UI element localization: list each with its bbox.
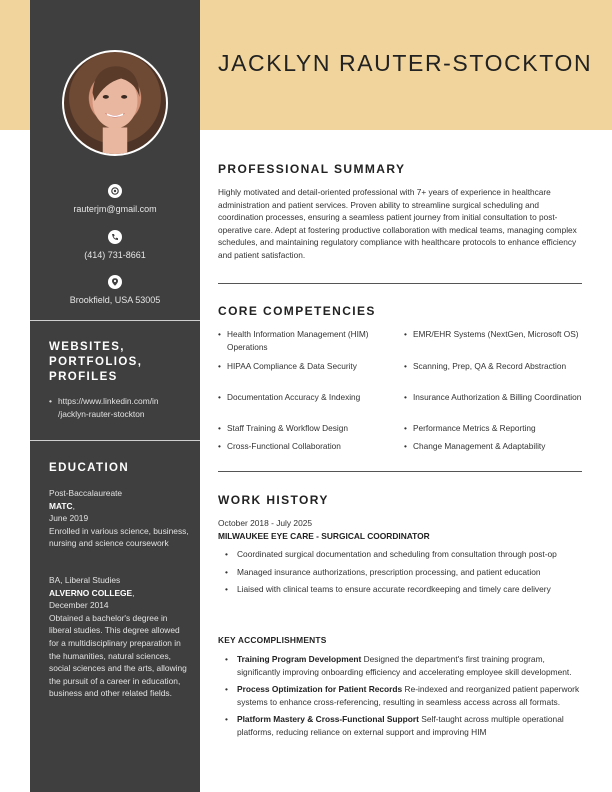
- competencies-heading: CORE COMPETENCIES: [218, 304, 376, 318]
- accomplishments-list: [225, 653, 582, 739]
- summary-heading: PROFESSIONAL SUMMARY: [218, 162, 406, 176]
- accomplishment-item: [225, 653, 582, 678]
- education-item: BA, Liberal Studies ALVERNO COLLEGE, December 2014 Obtained a bachelor's degree in liberal studies. This degree allowed for a multidisciplinary preparation in the humanities, natural sciences, social sciences and the arts, allowing the pursuit of a career in education, business and other related fields.: [49, 574, 189, 700]
- competency-item: • Documentation Accuracy & Indexing: [218, 391, 398, 404]
- linkedin-link-line1[interactable]: https://www.linkedin.com/in: [58, 396, 159, 406]
- websites-heading: WEBSITES, PORTFOLIOS, PROFILES: [49, 341, 143, 383]
- job-duties-list: [225, 548, 582, 596]
- accomplishment-item: [225, 713, 582, 738]
- sidebar-divider: [30, 320, 200, 321]
- job-duty-item: • Managed insurance authorizations, prescription processing, and patient education: [225, 566, 582, 579]
- education-date: June 2019: [49, 513, 89, 524]
- summary-text: Highly motivated and detail-oriented professional with 7+ years of experience in healthcare administration and patient services. Proven ability to streamline surgical scheduling and coordination processes, ensuring a seamless patient journey from initial consultation to post-operative care. Adept at fostering productive collaboration with medical teams, managing complex schedules, and maintaining regulatory compliance with healthcare protocols to enhance efficiency and patient satisfaction.: [218, 187, 577, 260]
- education-heading: EDUCATION: [49, 462, 130, 474]
- accomplishment-title: Process Optimization for Patient Records: [237, 684, 403, 695]
- profile-photo: [62, 50, 168, 156]
- job-date: October 2018 - July 2025: [218, 518, 313, 528]
- job-title: MILWAUKEE EYE CARE - SURGICAL COORDINATOR: [218, 531, 430, 541]
- sidebar-divider: [30, 440, 200, 441]
- accomplishment-text: Self-taught across multiple operational platforms, reducing reliance on external support and improving HIM: [237, 714, 564, 737]
- competency-item: • Health Information Management (HIM) Operations: [218, 328, 398, 353]
- sidebar: [30, 0, 200, 792]
- phone-text[interactable]: (414) 731-8661: [84, 250, 146, 260]
- competency-item: • Insurance Authorization & Billing Coordination: [404, 391, 582, 404]
- section-divider: [218, 471, 582, 472]
- contact-location: [30, 275, 200, 305]
- job-duty-item: • Liaised with clinical teams to ensure accurate recordkeeping and timely care delivery: [225, 583, 582, 596]
- accomplishment-title: Training Program Development: [237, 654, 362, 664]
- linkedin-link-line2[interactable]: /jacklyn-rauter-stockton: [58, 408, 145, 419]
- competency-item: • HIPAA Compliance & Data Security: [218, 360, 398, 373]
- contact-phone: [30, 230, 200, 260]
- work-heading: WORK HISTORY: [218, 493, 329, 507]
- competency-item: • Cross-Functional Collaboration: [218, 440, 398, 453]
- competency-item: • Scanning, Prep, QA & Record Abstraction: [404, 360, 582, 373]
- education-degree: Post-Baccalaureate: [49, 488, 123, 498]
- section-divider: [218, 283, 582, 284]
- linkedin-link[interactable]: [49, 395, 189, 420]
- accomplishments-heading: KEY ACCOMPLISHMENTS: [218, 635, 327, 645]
- at-icon: [108, 184, 122, 198]
- competency-item: • EMR/EHR Systems (NextGen, Microsoft OS): [404, 328, 582, 341]
- phone-icon: [108, 230, 122, 244]
- location-pin-icon: [108, 275, 122, 289]
- education-date: December 2014: [49, 600, 109, 611]
- profile-photo-illustration: [64, 52, 166, 154]
- accomplishment-title: Platform Mastery & Cross-Functional Support: [237, 714, 419, 725]
- contact-email: [30, 184, 200, 214]
- competency-item: • Performance Metrics & Reporting: [404, 422, 582, 435]
- education-school: MATC: [49, 500, 73, 511]
- accomplishment-item: [225, 683, 582, 708]
- competency-item: • Staff Training & Workflow Design: [218, 422, 398, 435]
- location-text: Brookfield, USA 53005: [69, 295, 161, 305]
- job-duty-item: • Coordinated surgical documentation and scheduling from consultation through post-op: [225, 548, 582, 561]
- competency-item: • Change Management & Adaptability: [404, 440, 582, 453]
- candidate-name: JACKLYN RAUTER-STOCKTON: [218, 50, 593, 76]
- email-text[interactable]: rauterjm@gmail.com: [73, 204, 157, 214]
- education-description: Obtained a bachelor's degree in liberal studies. This degree allowed for a multidisciplinary preparation in the humanities, natural sciences, social sciences and the arts, allowing the pursuit of a career in education, business and other related fields.: [49, 612, 187, 699]
- education-degree: BA, Liberal Studies: [49, 575, 121, 585]
- websites-list: [49, 395, 189, 420]
- accomplishment-text: Designed the department's first training program, significantly improving onboarding efficiency and accelerating employee skill development.: [237, 654, 572, 677]
- accomplishment-text: Re-indexed and reorganized patient paperwork systems to enhance cross-referencing, resulting in seamless access across all formats.: [237, 684, 580, 707]
- education-description: Enrolled in various science, business, nursing and science coursework: [49, 525, 189, 549]
- education-item: Post-Baccalaureate MATC, June 2019 Enrolled in various science, business, nursing and science coursework: [49, 488, 189, 549]
- education-school: ALVERNO COLLEGE: [49, 587, 133, 598]
